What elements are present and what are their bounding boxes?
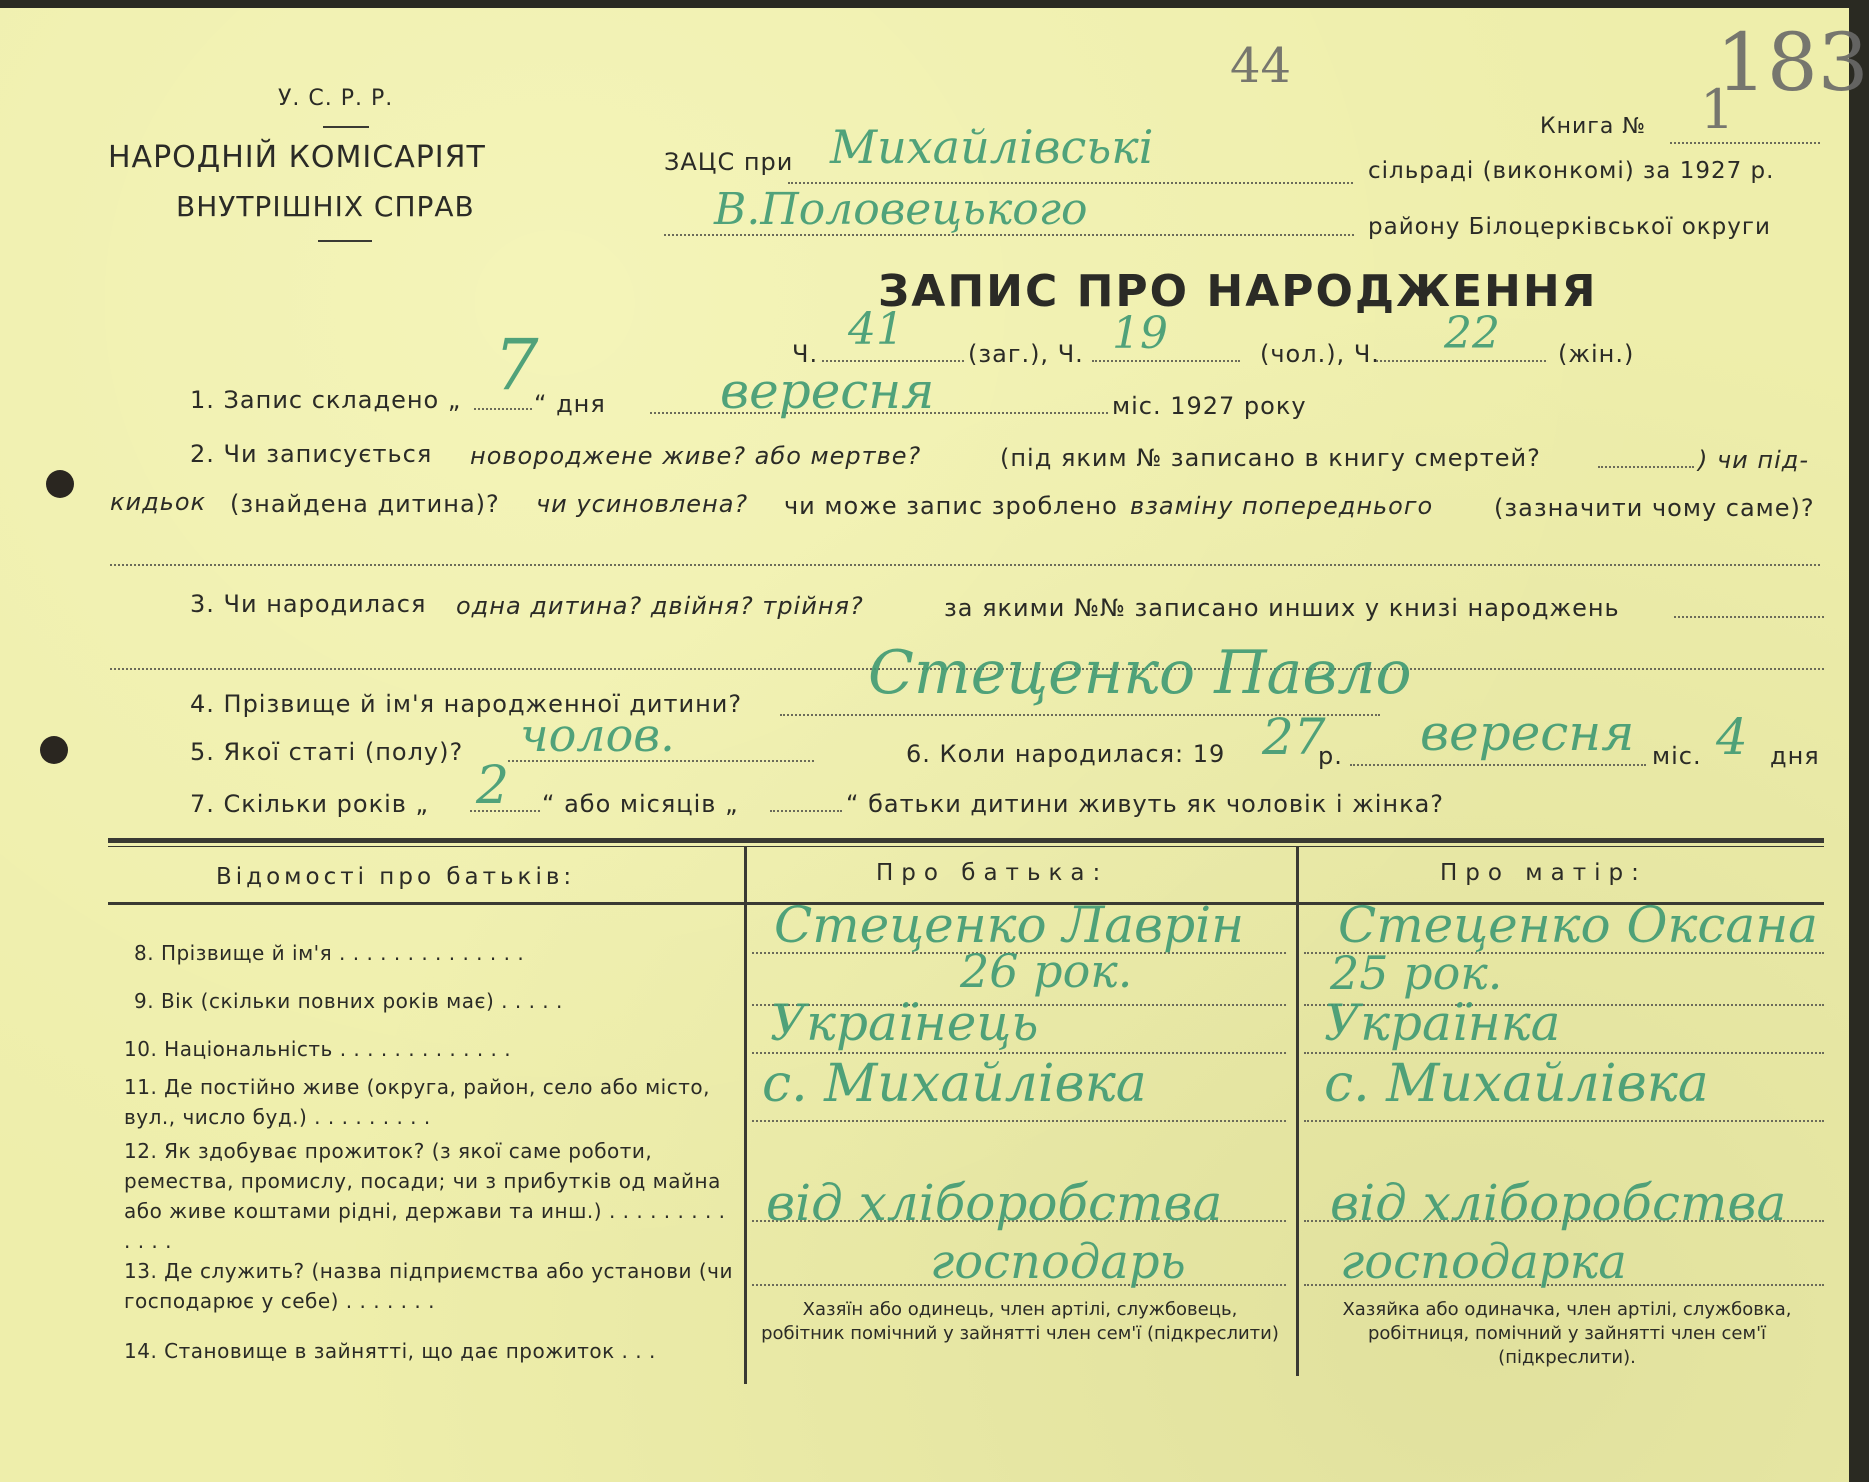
mother-work: господарка — [1340, 1234, 1627, 1290]
q2-line1-c: (під яким № записано в книгу смертей? — [1000, 444, 1541, 472]
father-occupation-note: Хазяїн або одинець, член артілі, службовець, робітник помічний у зайнятті член сем'ї (підкреслити) — [761, 1299, 1279, 1344]
q3-b: одна дитина? двійня? трійня? — [456, 592, 864, 620]
q2-line2-b: (знайдена дитина)? — [230, 490, 500, 518]
q7-years-value: 2 — [476, 756, 510, 816]
q3-c: за якими №№ записано инших у книзі народжень — [944, 594, 1620, 622]
row-label-11: 11. Де постійно живе (округа, район, село або місто, вул., число буд.) . . . . . . . . . — [124, 1075, 710, 1129]
table-col-divider — [1296, 846, 1299, 1376]
book-label: Книга № — [1540, 114, 1647, 139]
q3-line — [1674, 616, 1824, 618]
ch-female-value: 22 — [1444, 308, 1500, 359]
table-col-divider — [744, 846, 747, 1384]
q2-line1-d: ) чи під- — [1698, 446, 1810, 474]
divider — [323, 126, 369, 128]
chol-line — [1092, 360, 1240, 362]
mother-line — [1304, 1120, 1824, 1122]
table-header-parents: Відомості про батьків: — [216, 864, 576, 890]
q5-sex-value: чолов. — [520, 708, 675, 762]
ministry-line2: ВНУТРІШНІХ СПРАВ — [176, 190, 475, 223]
mother-age: 25 рок. — [1330, 946, 1503, 1000]
divider — [318, 240, 372, 242]
q1-label-b: “ дня — [534, 390, 606, 418]
zags-handwritten: Михайлівські — [830, 120, 1154, 174]
silrada-text: сільраді (виконкомі) за 1927 р. — [1368, 158, 1775, 184]
father-nationality: Українець — [770, 994, 1039, 1052]
father-name: Стеценко Лаврін — [774, 896, 1245, 954]
q1-label-a: 1. Запис складено „ — [190, 386, 462, 414]
row-label-14: 14. Становище в зайнятті, що дає прожиток . . . — [124, 1339, 656, 1363]
ministry-line1: НАРОДНІЙ КОМІСАРІЯТ — [108, 140, 486, 175]
q6-month-line — [1350, 764, 1646, 766]
q6-mis: міс. — [1652, 742, 1702, 770]
q6-r: р. — [1318, 742, 1343, 770]
q6-month-value: вересня — [1420, 704, 1635, 762]
q6-year-value: 27 — [1262, 708, 1326, 766]
q1-label-c: міс. 1927 року — [1112, 392, 1307, 420]
q2-line1-a: 2. Чи записується — [190, 440, 433, 468]
q7-a: 7. Скільки років „ — [190, 790, 429, 818]
ch-label: Ч. — [792, 340, 819, 368]
mother-residence: с. Михайлівка — [1324, 1054, 1709, 1114]
zhin-line — [1376, 360, 1546, 362]
table-header-father: Про батька: — [876, 860, 1109, 886]
book-line — [1670, 142, 1820, 144]
q6-dnya: дня — [1770, 742, 1820, 770]
chol-label: (чол.), Ч. — [1260, 340, 1380, 368]
zag-label: (заг.), Ч. — [968, 340, 1084, 368]
mother-income: від хліборобства — [1330, 1174, 1787, 1232]
q1-day-line — [474, 408, 532, 410]
district-handwritten: В.Половецького — [714, 184, 1088, 235]
father-work: господарь — [930, 1234, 1186, 1290]
q7-b: “ або місяців „ — [542, 790, 739, 818]
q4-label: 4. Прізвище й ім'я народженної дитини? — [190, 690, 743, 718]
table-top-rule — [108, 838, 1824, 843]
q5-label: 5. Якої статі (полу)? — [190, 738, 464, 766]
q2-extra-line — [110, 564, 1820, 566]
district-text: району Білоцерківської округи — [1368, 214, 1771, 240]
table-top-rule-thin — [108, 846, 1824, 847]
ch-male-value: 19 — [1112, 308, 1168, 359]
q1-day-value: 7 — [494, 324, 539, 406]
book-number: 1 — [1700, 78, 1735, 141]
father-age: 26 рок. — [960, 944, 1133, 998]
ch-total-value: 41 — [848, 304, 904, 355]
q1-month-value: вересня — [720, 362, 935, 420]
row-label-12: 12. Як здобуває прожиток? (з якої саме роботи, ремества, промислу, посади; чи з прибутків од майна або живе коштами рідні, держави та инш.) . . . . . . . . . . . . . — [124, 1139, 726, 1253]
state-label: У. С. Р. Р. — [278, 86, 394, 111]
q2-line2-a: кидьок — [110, 488, 207, 516]
mother-name: Стеценко Оксана — [1338, 896, 1818, 954]
q6-day-value: 4 — [1716, 708, 1748, 766]
birth-record-document — [0, 8, 1869, 1482]
sheet-number: 183 — [1716, 16, 1869, 109]
q6-label: 6. Коли народилася: 19 — [906, 740, 1226, 768]
q2-deaths-line — [1598, 466, 1694, 468]
q7-c: “ батьки дитини живуть як чоловік і жінка? — [846, 790, 1445, 818]
row-label-10: 10. Національність . . . . . . . . . . . . . — [124, 1037, 512, 1061]
punch-hole — [46, 470, 74, 498]
q2-line2-e: взаміну попереднього — [1130, 492, 1434, 520]
table-header-mother: Про матір: — [1440, 860, 1647, 886]
q7-months-line — [770, 810, 842, 812]
row-label-13: 13. Де служить? (назва підприємства або установи (чи господарює у себе) . . . . . . . — [124, 1259, 733, 1313]
mother-nationality: Українка — [1324, 994, 1561, 1052]
q2-line1-b: новороджене живе? або мертве? — [470, 442, 922, 470]
q3-a: 3. Чи народилася — [190, 590, 427, 618]
document-title: ЗАПИС ПРО НАРОДЖЕННЯ — [878, 266, 1598, 317]
zags-label: ЗАЦС при — [664, 148, 794, 176]
father-income: від хліборобства — [766, 1174, 1223, 1232]
punch-hole — [40, 736, 68, 764]
zhin-label: (жін.) — [1558, 340, 1635, 368]
q2-line2-c: чи усиновлена? — [536, 490, 749, 518]
corner-number: 44 — [1230, 38, 1292, 94]
father-line — [752, 1120, 1286, 1122]
q4-child-name: Стеценко Павло — [868, 638, 1412, 708]
mother-occupation-note: Хазяйка або одиначка, член артілі, службовка, робітниця, помічний у зайнятті член сем'ї (підкреслити). — [1342, 1299, 1792, 1368]
row-label-8: 8. Прізвище й ім'я . . . . . . . . . . . . . . — [134, 941, 525, 965]
father-residence: с. Михайлівка — [762, 1054, 1147, 1114]
q2-line2-f: (зазначити чому саме)? — [1494, 494, 1815, 522]
q2-line2-d: чи може запис зроблено — [784, 492, 1118, 520]
row-label-9: 9. Вік (скільки повних років має) . . . . . — [134, 989, 563, 1013]
